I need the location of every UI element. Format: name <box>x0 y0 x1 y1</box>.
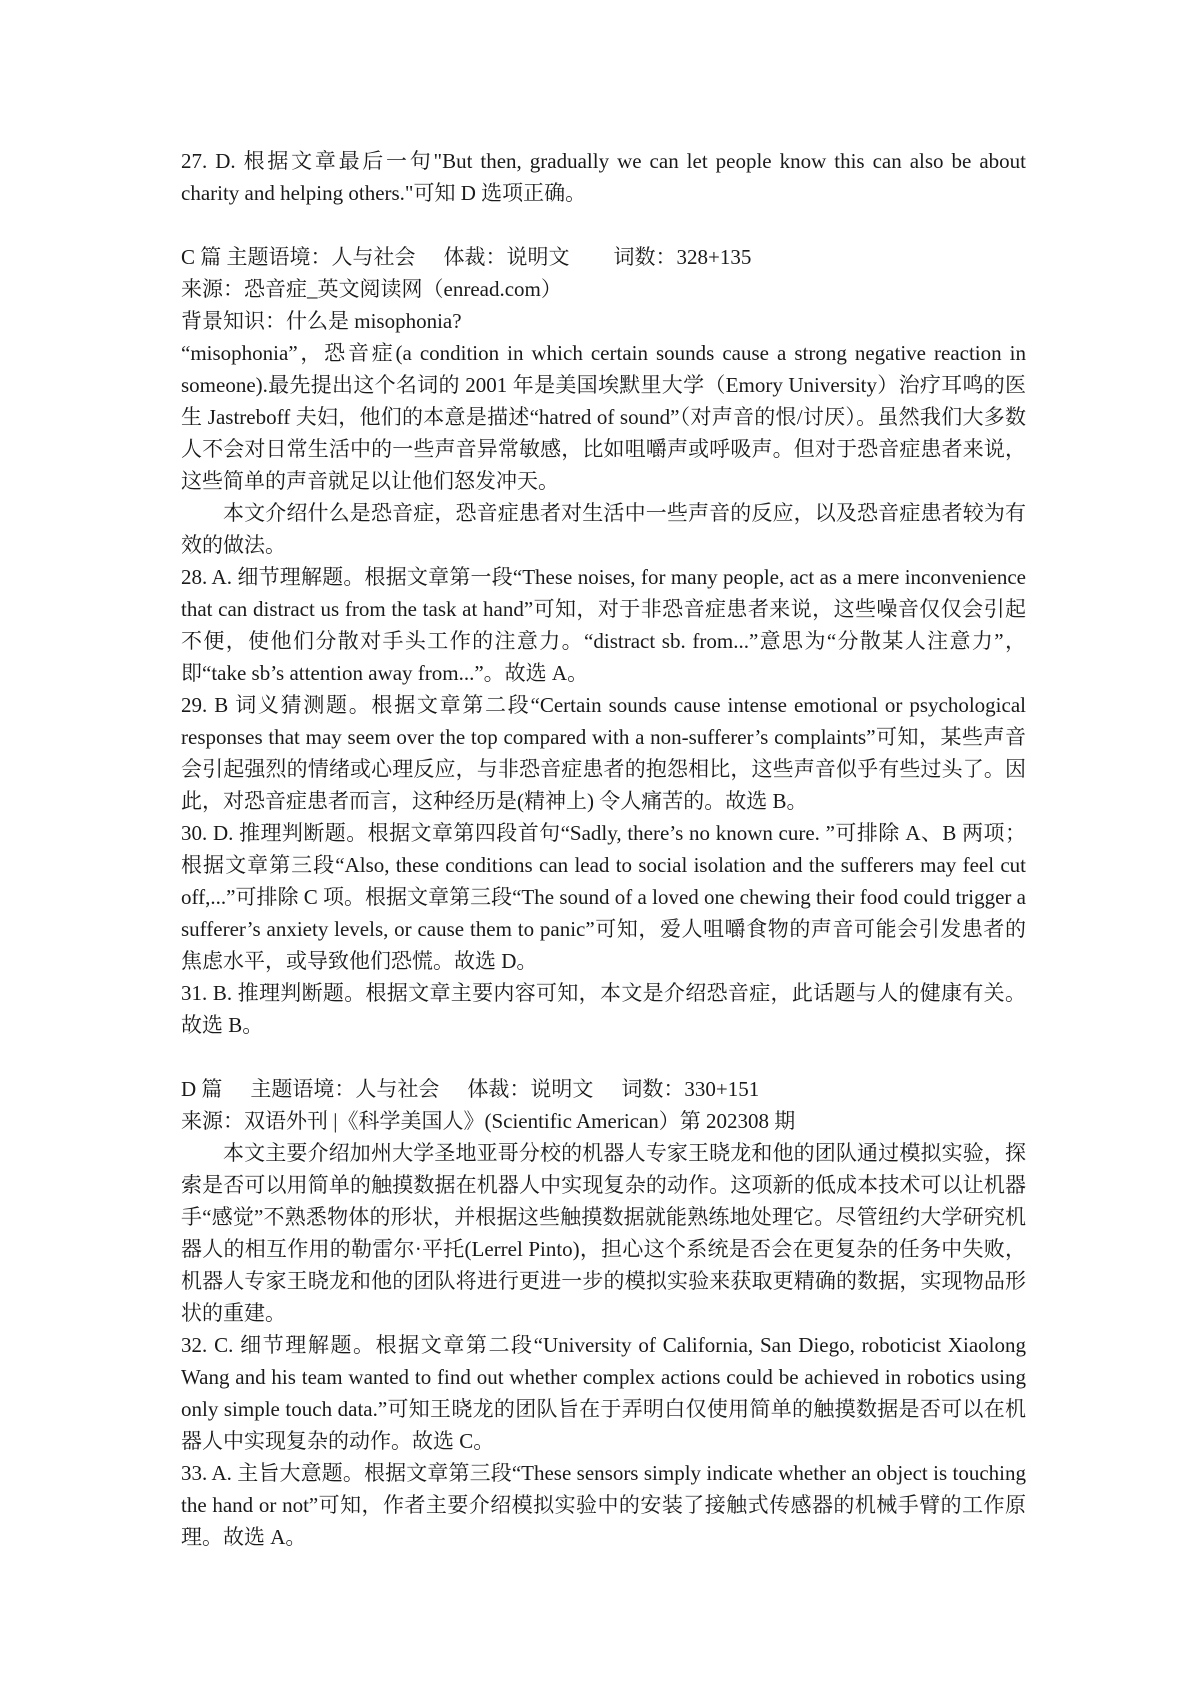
section-gap <box>181 209 1026 241</box>
section-c-background-text: “misophonia”，恐音症(a condition in which certain sounds cause a strong negative reaction in someone).最先提出这个名词的 2001 年是美国埃默里大学（Emory University）治疗耳鸣的医生 Jastreboff 夫妇，他们的本意是描述“hatred of sound”（对声音的恨/讨厌）。虽然我们大多数人不会对日常生活中的一些声音异常敏感，比如咀嚼声或呼吸声。但对于恐音症患者来说，这些简单的声音就足以让他们怒发冲天。 <box>181 341 1026 493</box>
section-c-background-title: 背景知识：什么是 misophonia? <box>181 309 462 333</box>
section-d-part: D 篇 <box>181 1077 223 1101</box>
section-c-part: C 篇 主题语境：人与社会 <box>181 245 416 269</box>
answer-32: 32. C. 细节理解题。根据文章第二段“University of California, San Diego, roboticist Xiaolong Wang and his team wanted to find out whether complex actions could be achieved in robotics using only simple touch data.”可知王晓龙的团队旨在于弄明白仅使用简单的触摸数据是否可以在机器人中实现复杂的动作。故选 C。 <box>181 1333 1026 1453</box>
answer-33: 33. A. 主旨大意题。根据文章第三段“These sensors simply indicate whether an object is touching the hand or not”可知，作者主要介绍模拟实验中的安装了接触式传感器的机械手臂的工作原理。故选 A。 <box>181 1461 1026 1549</box>
answer-key-page <box>181 145 1026 1553</box>
section-gap <box>181 1041 1026 1073</box>
section-c-words: 词数：328+135 <box>613 245 752 269</box>
section-d-words: 词数：330+151 <box>621 1077 760 1101</box>
answer-27: 27. D. 根据文章最后一句"But then, gradually we can let people know this can also be about charity and helping others."可知 D 选项正确。 <box>181 149 1026 205</box>
answer-29: 29. B 词义猜测题。根据文章第二段“Certain sounds cause intense emotional or psychological responses that may seem over the top compared with a non-sufferer’s complaints”可知，某些声音会引起强烈的情绪或心理反应，与非恐音症患者的抱怨相比，这些声音似乎有些过头了。因此，对恐音症患者而言，这种经历是(精神上) 令人痛苦的。故选 B。 <box>181 693 1026 813</box>
section-c-summary: 本文介绍什么是恐音症，恐音症患者对生活中一些声音的反应，以及恐音症患者较为有效的做法。 <box>181 501 1026 557</box>
answer-28: 28. A. 细节理解题。根据文章第一段“These noises, for many people, act as a mere inconvenience that can distract us from the task at hand”可知，对于非恐音症患者来说，这些噪音仅仅会引起不便，使他们分散对手头工作的注意力。“distract sb. from...”意思为“分散某人注意力”，即“take sb’s attention away from...”。故选 A。 <box>181 565 1026 685</box>
answer-30: 30. D. 推理判断题。根据文章第四段首句“Sadly, there’s no known cure. ”可排除 A、B 两项；根据文章第三段“Also, these conditions can lead to social isolation and the sufferers may feel cut off,...”可排除 C 项。根据文章第三段“The sound of a loved one chewing their food could trigger a sufferer’s anxiety levels, or cause them to panic”可知，爱人咀嚼食物的声音可能会引发患者的焦虑水平，或导致他们恐慌。故选 D。 <box>181 821 1026 973</box>
section-c-source: 来源：恐音症_英文阅读网（enread.com） <box>181 277 562 301</box>
section-d-summary: 本文主要介绍加州大学圣地亚哥分校的机器人专家王晓龙和他的团队通过模拟实验，探索是否可以用简单的触摸数据在机器人中实现复杂的动作。这项新的低成本技术可以让机器手“感觉”不熟悉物体的形状，并根据这些触摸数据就能熟练地处理它。尽管纽约大学研究机器人的相互作用的勒雷尔·平托(Lerrel Pinto)，担心这个系统是否会在更复杂的任务中失败，机器人专家王晓龙和他的团队将进行更进一步的模拟实验来获取更精确的数据，实现物品形状的重建。 <box>181 1141 1026 1325</box>
section-d-source: 来源：双语外刊 |《科学美国人》(Scientific American）第 202308 期 <box>181 1109 796 1133</box>
section-d-heading <box>181 1073 1026 1105</box>
section-d-genre: 体裁：说明文 <box>467 1077 594 1101</box>
section-c-heading <box>181 241 1026 273</box>
answer-31: 31. B. 推理判断题。根据文章主要内容可知，本文是介绍恐音症，此话题与人的健康有关。故选 B。 <box>181 981 1026 1037</box>
section-d-theme: 主题语境：人与社会 <box>250 1077 440 1101</box>
section-c-genre: 体裁：说明文 <box>443 245 570 269</box>
